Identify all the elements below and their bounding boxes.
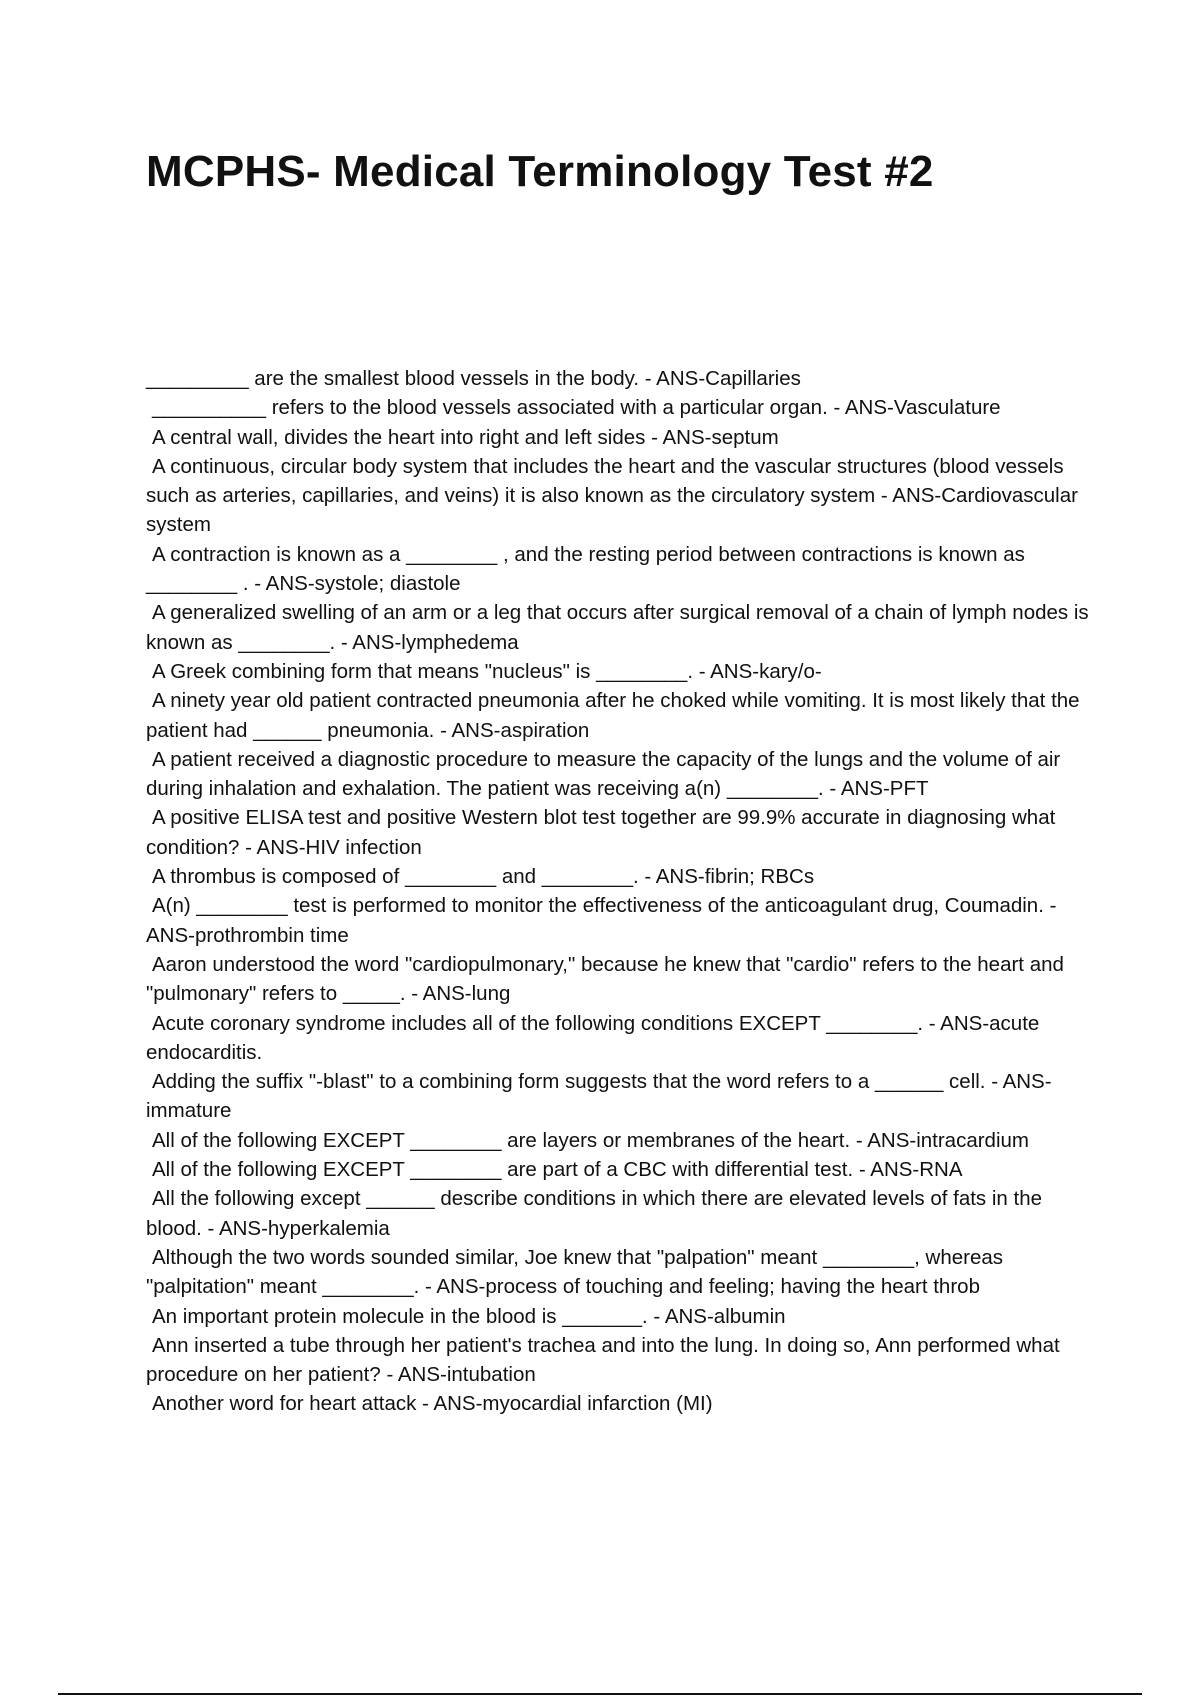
qa-item: All of the following EXCEPT ________ are part of a CBC with differential test. - ANS-RNA [152,1158,963,1182]
qa-item: A positive ELISA test and positive Western blot test together are 99.9% accurate in diagnosing what condition? - ANS-HIV infection [146,806,1056,859]
qa-item: A Greek combining form that means "nucleus" is ________. - ANS-kary/o- [152,659,822,683]
qa-item: Another word for heart attack - ANS-myocardial infarction (MI) [152,1392,713,1416]
qa-item: A central wall, divides the heart into right and left sides - ANS-septum [152,425,779,449]
qa-item: Although the two words sounded similar, Joe knew that "palpation" meant ________, whereas "palpitation" meant ________. - ANS-process of touching and feeling; having the heart throb [146,1245,1004,1299]
qa-item: A(n) ________ test is performed to monitor the effectiveness of the anticoagulant drug, Coumadin. - ANS-prothrombin time [146,894,1057,947]
qa-item: Ann inserted a tube through her patient's trachea and into the lung. In doing so, Ann performed what procedure on her patient? - ANS-intubation [146,1333,1060,1387]
footer-divider [58,1693,1142,1695]
qa-item: A contraction is known as a ________ , and the resting period between contractions is known as ________ . - ANS-systole; diastole [146,542,1025,596]
qa-item: A patient received a diagnostic procedure to measure the capacity of the lungs and the volume of air during inhalation and exhalation. The patient was receiving a(n) ________. - ANS-PFT [146,747,1061,801]
qa-item: All the following except ______ describe conditions in which there are elevated levels of fats in the blood. - ANS-hyperkalemia [146,1187,1043,1240]
qa-item: __________ refers to the blood vessels associated with a particular organ. - ANS-Vasculature [152,396,1001,420]
qa-item: An important protein molecule in the blood is _______. - ANS-albumin [152,1304,786,1328]
page-title: MCPHS- Medical Terminology Test #2 [146,147,934,196]
qa-item: Aaron understood the word "cardiopulmonary," because he knew that "cardio" refers to the heart and "pulmonary" refers to _____. - ANS-lung [146,952,1064,1006]
qa-item: Adding the suffix "-blast" to a combining form suggests that the word refers to a ______ cell. - ANS-immature [146,1070,1052,1123]
qa-item: A thrombus is composed of ________ and ________. - ANS-fibrin; RBCs [152,865,815,889]
question-answer-list [146,364,1091,1419]
qa-item: All of the following EXCEPT ________ are layers or membranes of the heart. - ANS-intracardium [152,1128,1029,1152]
qa-item: _________ are the smallest blood vessels in the body. - ANS-Capillaries [146,367,801,390]
qa-item: Acute coronary syndrome includes all of the following conditions EXCEPT ________. - ANS-acute endocarditis. [146,1011,1040,1064]
qa-item: A continuous, circular body system that includes the heart and the vascular structures (blood vessels such as arteries, capillaries, and veins) it is also known as the circulatory system - ANS-Cardiovascular system [146,454,1078,537]
qa-item: A generalized swelling of an arm or a leg that occurs after surgical removal of a chain of lymph nodes is known as ________. - ANS-lymphedema [146,601,1089,654]
qa-item: A ninety year old patient contracted pneumonia after he choked while vomiting. It is most likely that the patient had ______ pneumonia. - ANS-aspiration [146,689,1080,742]
